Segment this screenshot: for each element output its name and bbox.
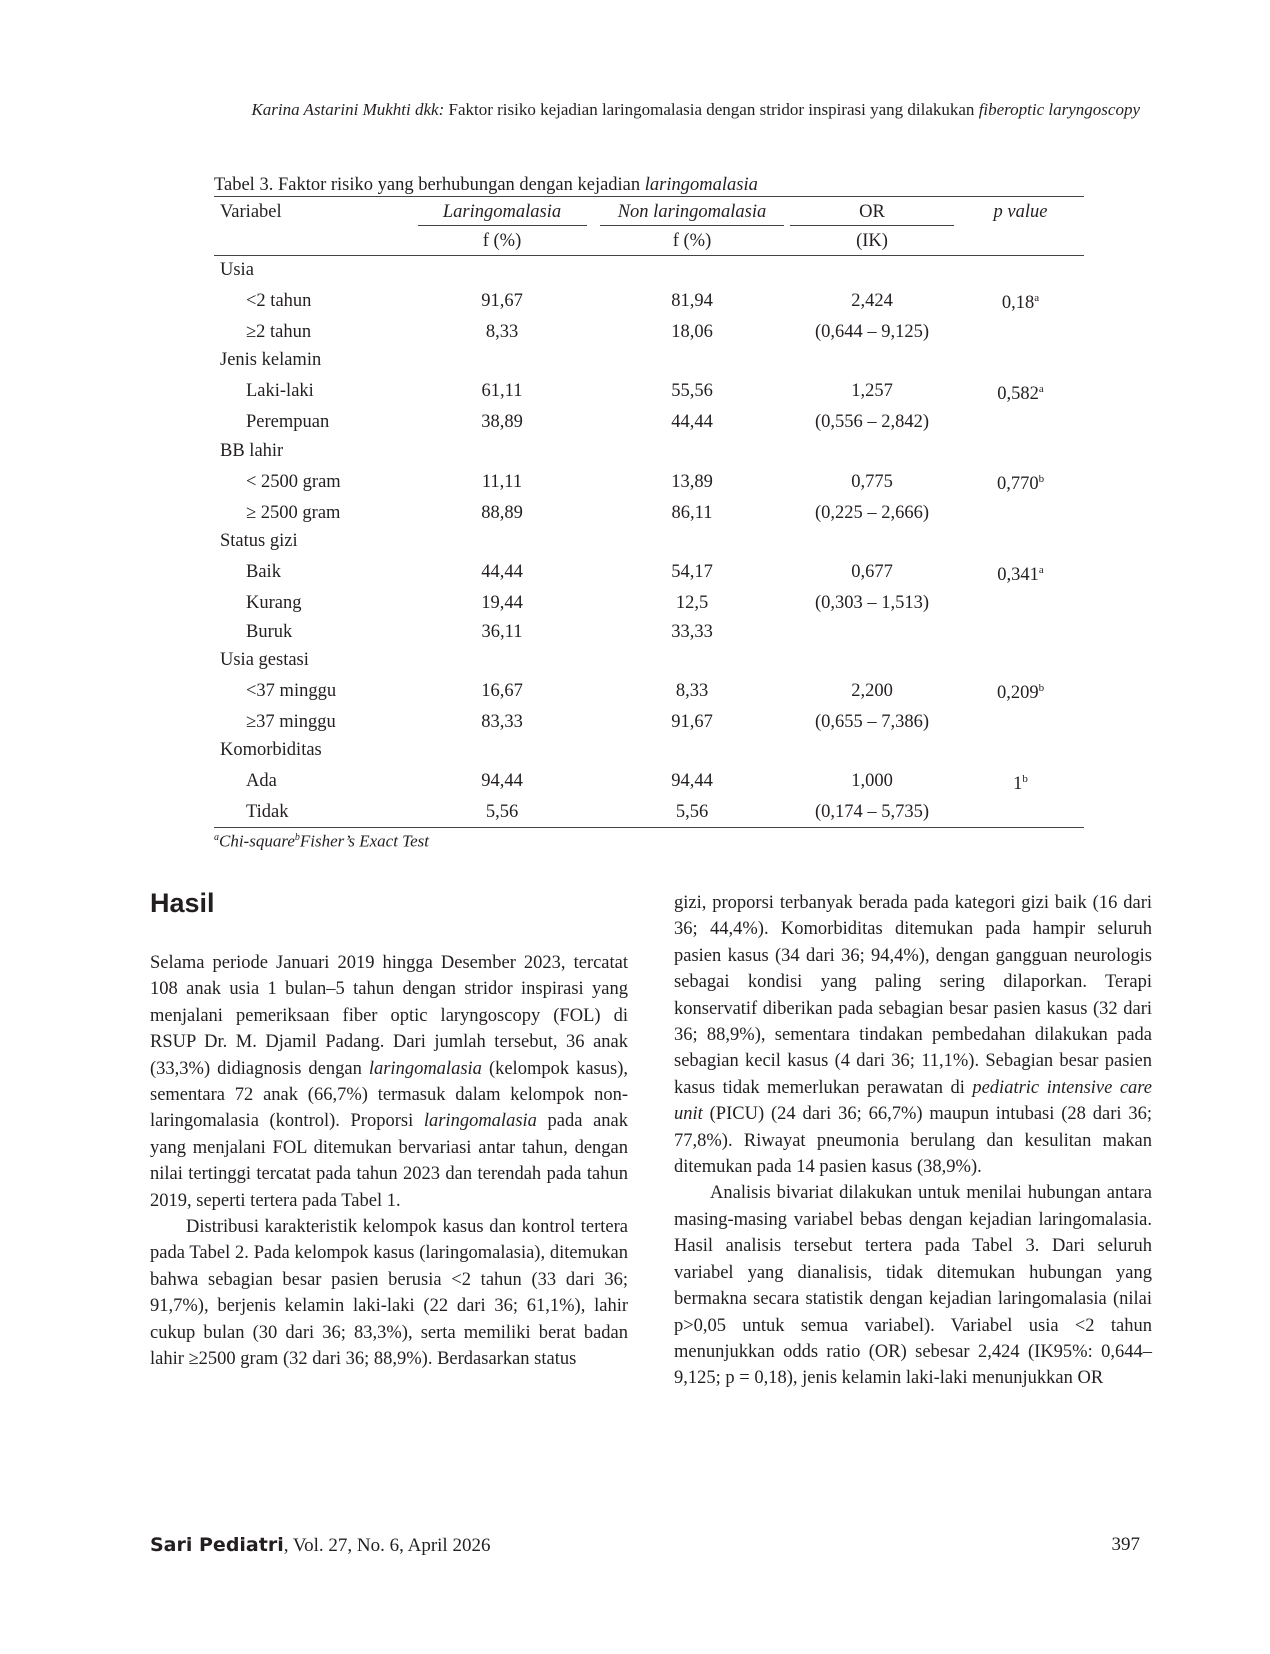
cell-or	[787, 346, 957, 374]
cell-non-laringomalasia: 86,11	[671, 502, 713, 523]
table-row	[214, 465, 1084, 499]
cell-laringomalasia: 88,89	[481, 502, 523, 523]
cell-variable: Perempuan	[246, 412, 330, 433]
cell-laringomalasia: 16,67	[481, 680, 523, 701]
cell-p-value	[957, 375, 1084, 409]
table-group-row	[214, 736, 1084, 764]
cell-non-laringomalasia	[597, 256, 787, 285]
table-caption	[214, 174, 1084, 196]
cell-p-value	[957, 284, 1084, 318]
journal-issue: , Vol. 27, No. 6, April 2026	[283, 1535, 491, 1556]
cell-non-laringomalasia: 33,33	[671, 621, 713, 642]
p-value-text: 0,341	[997, 564, 1039, 585]
p-value-footnote-mark: a	[1038, 382, 1044, 395]
cell-non-laringomalasia: 81,94	[671, 290, 713, 311]
running-head-title: Faktor risiko kejadian laringomalasia dengan stridor inspirasi yang dilakukan	[448, 100, 975, 119]
cell-variable: Tidak	[214, 798, 407, 827]
running-head-title-italic: fiberoptic laryngoscopy	[978, 100, 1140, 119]
cell-non-laringomalasia: 18,06	[671, 321, 713, 342]
cell-or: (0,655 – 7,386)	[814, 711, 930, 732]
cell-non-laringomalasia: 8,33	[675, 680, 709, 701]
cell-p-value	[957, 556, 1084, 590]
cell-or	[787, 437, 957, 465]
p-value-text: 0,209	[996, 683, 1039, 704]
table-header-row-1	[214, 197, 1084, 228]
cell-non-laringomalasia: 54,17	[671, 562, 713, 583]
cell-or: 0,677	[851, 562, 893, 583]
table-group-row	[214, 527, 1084, 555]
cell-or: (0,303 – 1,513)	[814, 593, 930, 614]
table-row	[214, 798, 1084, 827]
cell-p-value	[957, 318, 1084, 346]
cell-laringomalasia: 44,44	[481, 562, 523, 583]
right-paragraph-1: gizi, proporsi terbanyak berada pada kategori gizi baik (16 dari 36; 44,4%). Komorbiditas ditemukan pada hampir seluruh pasien kasus (34 dari 36; 94,4%), dengan gangguan neurologis sebagai kondisi yang paling sering dilaporkan. Terapi konservatif diberikan pada sebagian besar pasien kasus (32 dari 36; 88,9%), sementara tindakan pembedahan dilakukan pada sebagian kecil kasus (4 dari 36; 11,1%). Sebagian besar pasien kasus tidak memerlukan perawatan di pediatric intensive care unit (PICU) (24 dari 36; 66,7%) maupun intubasi (28 dari 36; 77,8%). Riwayat pneumonia berulang dan kesulitan makan ditemukan pada 14 pasien kasus (38,9%).	[674, 893, 1153, 1178]
cell-variable: Usia	[220, 260, 254, 280]
header-f-pct-1: f (%)	[407, 227, 597, 256]
header-non-laringomalasia: Non laringomalasia	[597, 197, 787, 228]
cell-p-value	[957, 499, 1084, 527]
cell-variable: Usia gestasi	[220, 649, 309, 670]
table-row	[214, 284, 1084, 318]
table-group-row	[214, 256, 1084, 285]
page-number: 397	[1111, 1534, 1140, 1555]
p-value-footnote-mark: b	[1022, 772, 1028, 785]
table-group-row	[214, 346, 1084, 374]
cell-laringomalasia: 5,56	[407, 798, 597, 827]
cell-laringomalasia	[407, 527, 597, 555]
cell-laringomalasia: 94,44	[481, 771, 523, 792]
table-row	[214, 375, 1084, 409]
cell-non-laringomalasia: 44,44	[671, 412, 713, 433]
cell-non-laringomalasia	[597, 736, 787, 764]
cell-variable: ≥ 2500 gram	[246, 502, 341, 523]
cell-variable: ≥2 tahun	[246, 321, 312, 342]
table-row	[214, 708, 1084, 736]
table-row	[214, 408, 1084, 436]
header-variabel: Variabel	[214, 197, 407, 228]
header-f-pct-2: f (%)	[597, 227, 787, 256]
section-heading: Hasil	[150, 888, 215, 918]
cell-p-value	[957, 765, 1084, 799]
cell-p-value	[957, 256, 1084, 285]
left-paragraph-1: Selama periode Januari 2019 hingga Desember 2023, tercatat 108 anak usia 1 bulan–5 tahun dengan stridor inspirasi yang menjalani pemeriksaan fiber optic laryngoscopy (FOL) di RSUP Dr. M. Djamil Padang. Dari jumlah tersebut, 36 anak (33,3%) didiagnosis dengan laringomalasia (kelompok kasus), sementara 72 anak (66,7%) termasuk dalam kelompok non-laringomalasia (kontrol). Proporsi laringomalasia pada anak yang menjalani FOL ditemukan bervariasi antar tahun, dengan nilai tertinggi tercatat pada tahun 2023 dan terendah pada tahun 2019, seperti tertera pada Tabel 1.	[150, 953, 629, 1211]
header-laringomalasia: Laringomalasia	[407, 197, 597, 228]
cell-non-laringomalasia: 5,56	[597, 798, 787, 827]
cell-p-value	[957, 736, 1084, 764]
cell-laringomalasia: 19,44	[481, 593, 523, 614]
cell-variable: Buruk	[246, 621, 293, 642]
p-value-footnote-mark: a	[1038, 563, 1044, 576]
cell-variable: Ada	[246, 771, 277, 792]
cell-or	[787, 527, 957, 555]
cell-non-laringomalasia	[597, 527, 787, 555]
cell-or: (0,644 – 9,125)	[814, 321, 930, 342]
cell-or	[787, 618, 957, 646]
p-value-text: 1	[1013, 773, 1023, 794]
p-value-text: 0,582	[997, 383, 1039, 404]
cell-laringomalasia: 11,11	[481, 471, 523, 492]
cell-or	[787, 646, 957, 674]
cell-laringomalasia: 36,11	[481, 621, 523, 642]
cell-or: 0,775	[851, 471, 893, 492]
cell-variable: <2 tahun	[246, 290, 312, 311]
table-row	[214, 499, 1084, 527]
p-value-footnote-mark: b	[1038, 682, 1045, 695]
cell-p-value	[957, 798, 1084, 827]
cell-laringomalasia	[407, 256, 597, 285]
table-group-row	[214, 646, 1084, 674]
cell-laringomalasia: 83,33	[481, 711, 523, 732]
table-header-row-2	[214, 227, 1084, 256]
cell-or: 1,257	[851, 381, 893, 402]
header-or: OR	[787, 197, 957, 228]
cell-or: 2,424	[851, 290, 893, 311]
left-column	[150, 950, 628, 1373]
cell-p-value	[957, 437, 1084, 465]
cell-laringomalasia: 38,89	[481, 412, 523, 433]
cell-laringomalasia: 61,11	[481, 381, 523, 402]
cell-non-laringomalasia: 12,5	[675, 593, 709, 614]
cell-or	[787, 736, 957, 764]
cell-variable: < 2500 gram	[246, 471, 341, 492]
p-value-footnote-mark: b	[1038, 473, 1045, 486]
cell-variable: Status gizi	[220, 531, 298, 552]
cell-non-laringomalasia: 91,67	[671, 711, 713, 732]
cell-variable: Kurang	[246, 593, 302, 614]
cell-variable: Jenis kelamin	[220, 350, 322, 371]
cell-variable: BB lahir	[220, 440, 284, 461]
cell-or: (0,174 – 5,735)	[787, 798, 957, 827]
left-paragraph-2: Distribusi karakteristik kelompok kasus dan kontrol tertera pada Tabel 2. Pada kelompok kasus (laringomalasia), ditemukan bahwa sebagian besar pasien berusia <2 tahun (33 dari 36; 91,7%), berjenis kelamin laki-laki (22 dari 36; 61,1%), lahir cukup bulan (30 dari 36; 83,3%), serta memiliki berat badan lahir ≥2500 gram (32 dari 36; 88,9%). Berdasarkan status	[150, 1217, 628, 1370]
cell-p-value	[957, 674, 1084, 708]
cell-p-value	[957, 465, 1084, 499]
cell-p-value	[957, 708, 1084, 736]
cell-laringomalasia: 91,67	[481, 290, 523, 311]
cell-laringomalasia	[407, 646, 597, 674]
p-value-footnote-mark: a	[1034, 292, 1040, 305]
cell-p-value	[957, 346, 1084, 374]
cell-or: 2,200	[851, 680, 893, 701]
table-row	[214, 318, 1084, 346]
table-row	[214, 674, 1084, 708]
cell-laringomalasia: 8,33	[485, 321, 519, 342]
cell-or: (0,556 – 2,842)	[814, 412, 930, 433]
cell-non-laringomalasia: 94,44	[671, 771, 713, 792]
cell-variable: <37 minggu	[246, 680, 337, 701]
risk-factor-table	[214, 196, 1084, 828]
table-caption-italic: laringomalasia	[644, 175, 758, 195]
cell-non-laringomalasia	[597, 646, 787, 674]
running-head-authors: Karina Astarini Mukhti dkk:	[251, 100, 445, 119]
cell-variable: Baik	[246, 562, 281, 583]
table-row	[214, 618, 1084, 646]
cell-p-value	[957, 527, 1084, 555]
cell-non-laringomalasia: 55,56	[671, 381, 713, 402]
page-footer	[150, 1534, 1140, 1557]
cell-p-value	[957, 589, 1084, 617]
cell-laringomalasia	[407, 437, 597, 465]
running-head	[150, 100, 1140, 120]
header-p-value: p value	[957, 197, 1084, 228]
right-column	[674, 890, 1152, 1392]
cell-variable: Laki-laki	[246, 381, 314, 402]
cell-or: (0,225 – 2,666)	[814, 502, 930, 523]
table-row	[214, 589, 1084, 617]
cell-variable: ≥37 minggu	[246, 711, 336, 732]
table-row	[214, 765, 1084, 799]
p-value-text: 0,18	[1001, 293, 1035, 314]
table-3	[214, 174, 1084, 851]
table-row	[214, 556, 1084, 590]
table-footnote: $^a$Chi-square$^b$Fisher’s Exact Test	[214, 831, 429, 851]
table-caption-text: Tabel 3. Faktor risiko yang berhubungan dengan kejadian	[214, 175, 641, 195]
cell-non-laringomalasia	[597, 346, 787, 374]
p-value-text: 0,770	[996, 474, 1039, 495]
cell-non-laringomalasia	[597, 437, 787, 465]
cell-or	[787, 256, 957, 285]
cell-variable: Komorbiditas	[220, 740, 322, 761]
cell-p-value	[957, 646, 1084, 674]
cell-p-value	[957, 618, 1084, 646]
cell-p-value	[957, 408, 1084, 436]
cell-laringomalasia	[407, 736, 597, 764]
cell-or: 1,000	[851, 771, 893, 792]
cell-laringomalasia	[407, 346, 597, 374]
journal-name: Sari Pediatri	[150, 1534, 284, 1556]
right-paragraph-2: Analisis bivariat dilakukan untuk menilai hubungan antara masing-masing variabel bebas dengan kejadian laringomalasia. Hasil analisis tersebut tertera pada Tabel 3. Dari seluruh variabel yang dianalisis, tidak ditemukan hubungan yang bermakna secara statistik dengan kejadian laringomalasia (nilai p>0,05 untuk semua variabel). Variabel usia <2 tahun menunjukkan odds ratio (OR) sebesar 2,424 (IK95%: 0,644–9,125; p = 0,18), jenis kelamin laki-laki menunjukkan OR	[674, 1183, 1152, 1389]
header-ik: (IK)	[787, 227, 957, 256]
table-group-row	[214, 437, 1084, 465]
cell-non-laringomalasia: 13,89	[671, 471, 713, 492]
